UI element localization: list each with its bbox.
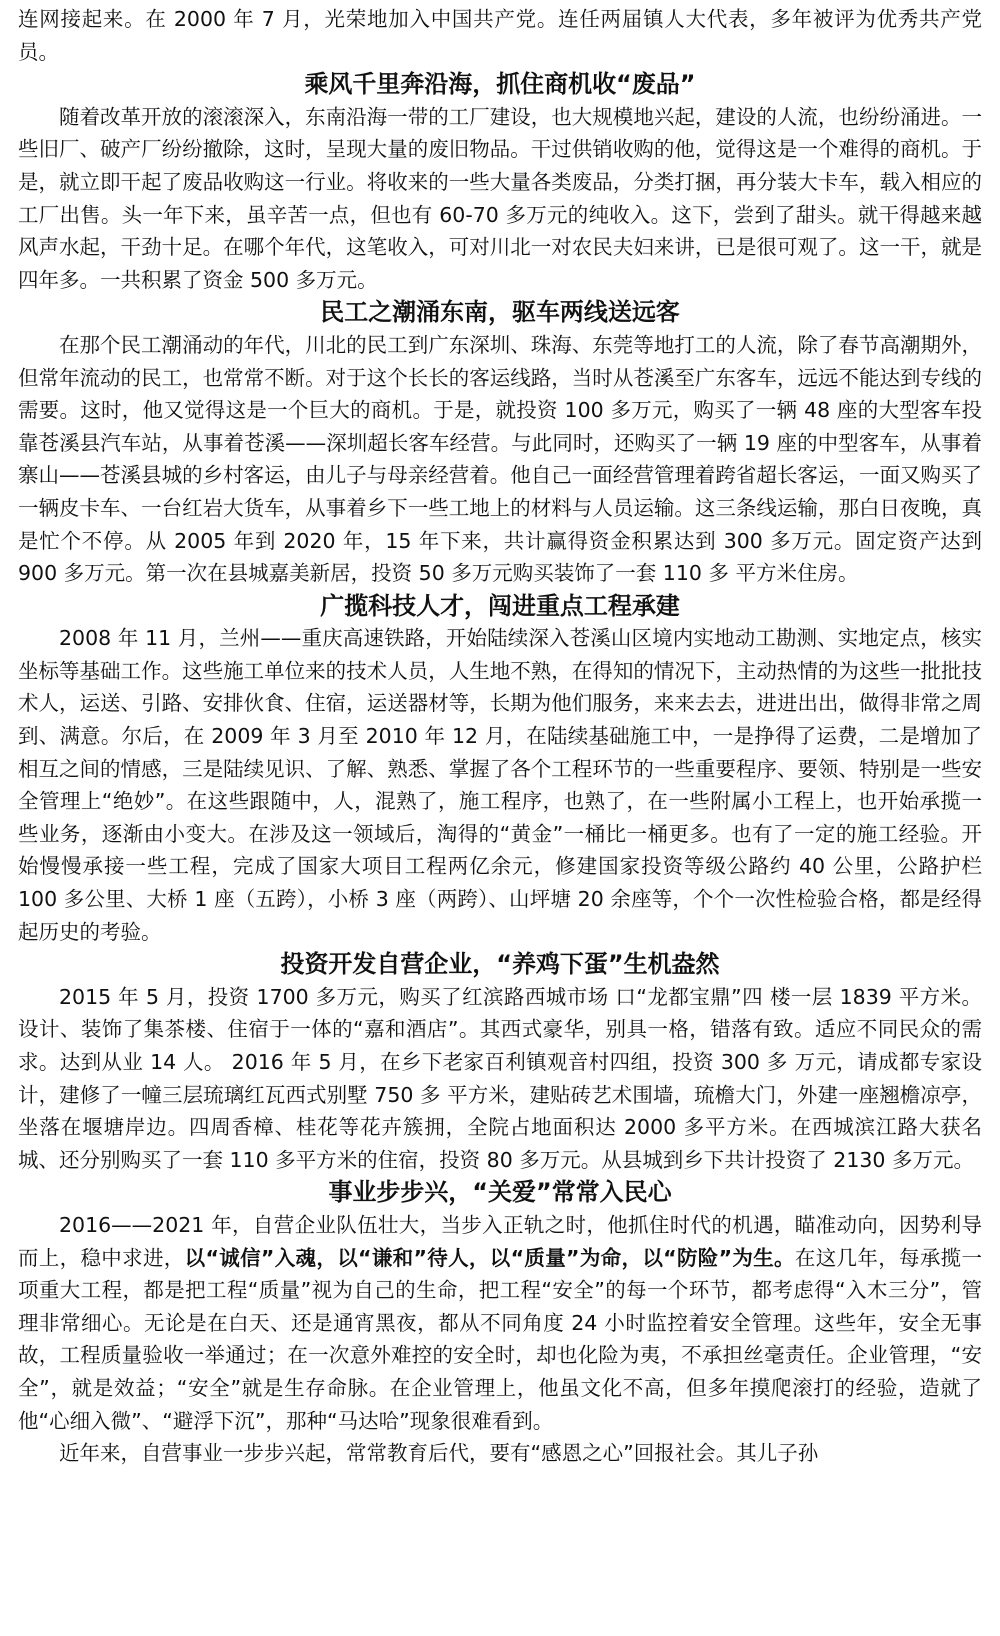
section-heading-waste-recycling: 乘风千里奔沿海，抓住商机收“废品” — [304, 70, 696, 99]
section-paragraph-self-run-enterprise: 2015 年 5 月，投资 1700 多万元，购买了红滨路西城市场 口“龙都宝鼎”四 楼一层 1839 平方米。设计、装饰了集茶楼、住宿于一体的“嘉和酒店”。其西式豪华，别具一格，错落有致。适应不同民众的需求。达到从业 14 人。 2016 年 5 月，在乡下老家百利镇观音村四组，投资 300 多 万元，请成都专家设计，建修了一幢三层琉璃红瓦西式别墅 750 多 平方米，建贴砖艺术围墙，琉檐大门，外建一座翘檐凉亭，坐落在堰塘岸边。四周香樟、桂花等花卉簇拥，全院占地面积达 2000 多平方米。在西城滨江路大获名城、还分别购买了一套 110 多平方米的住宿，投资 80 多万元。从县城到乡下共计投资了 2130 多万元。 — [18, 984, 982, 1172]
section-heading-passenger-transport: 民工之潮涌东南，驱车两线送远客 — [320, 298, 680, 327]
section-heading-engineering: 广揽科技人才，闯进重点工程承建 — [320, 591, 680, 620]
section-paragraph-care-for-people — [18, 1209, 982, 1437]
section-paragraph-passenger-transport: 在那个民工潮涌动的年代，川北的民工到广东深圳、珠海、东莞等地打工的人流，除了春节高潮期外，但常年流动的民工，也常常不断。对于这个长长的客运线路，当时从苍溪至广东客车，远远不能达到专线的需要。这时，他又觉得这是一个巨大的商机。于是，就投资 100 多万元，购买了一辆 48 座的大型客车投靠苍溪县汽车站，从事着苍溪——深圳超长客车经营。与此同时，还购买了一辆 19 座的中型客车，从事着寨山——苍溪县城的乡村客运，由儿子与母亲经营着。他自己一面经营管理着跨省超长客运，一面又购买了一辆皮卡车、一台红岩大货车，从事着乡下一些工地上的材料与人员运输。这三条线运输，那白日夜晚，真是忙个不停。从 2005 年到 2020 年，15 年下来，共计赢得资金积累达到 300 多万元。固定资产达到 900 多万元。第一次在县城嘉美新居，投资 50 多万元购买装饰了一套 110 多 平方米住房。 — [18, 332, 982, 586]
section-heading-self-run-enterprise: 投资开发自营企业，“养鸡下蛋”生机盎然 — [280, 950, 720, 979]
section-paragraph-waste-recycling: 随着改革开放的滚滚深入，东南沿海一带的工厂建设，也大规模地兴起，建设的人流，也纷纷涌进。一些旧厂、破产厂纷纷撤除，这时，呈现大量的废旧物品。干过供销收购的他，觉得这是一个难得的商机。于是，就立即干起了废品收购这一行业。将收来的一些大量各类废品，分类打捆，再分装大卡车，载入相应的工厂出售。头一年下来，虽辛苦一点，但也有 60-70 多万元的纯收入。这下，尝到了甜头。就干得越来越风声水起，干劲十足。在哪个年代，这笔收入，可对川北一对农民夫妇来讲，已是很可观了。这一干，就是四年多。一共积累了资金 500 多万元。 — [18, 104, 982, 292]
closing-paragraph: 近年来，自营事业一步步兴起，常常教育后代，要有“感恩之心”回报社会。其儿子孙 — [59, 1441, 819, 1466]
section-heading-care-for-people: 事业步步兴，“关爱”常常入民心 — [328, 1178, 672, 1207]
intro-paragraph: 连网接起来。在 2000 年 7 月，光荣地加入中国共产党。连任两届镇人大代表，多年被评为优秀共产党员。 — [18, 7, 982, 64]
section-paragraph-engineering: 2008 年 11 月，兰州——重庆高速铁路，开始陆续深入苍溪山区境内实地动工勘测、实地定点，核实坐标等基础工作。这些施工单位来的技术人员，人生地不熟，在得知的情况下，主动热情的为这些一批批技术人，运送、引路、安排伙食、住宿，运送器材等，长期为他们服务，来来去去，进进出出，做得非常之周到、满意。尔后，在 2009 年 3 月至 2010 年 12 月，在陆续基础施工中，一是挣得了运费，二是增加了相互之间的情感，三是陆续见识、了解、熟悉、掌握了各个工程环节的一些重要程序、要领、特别是一些安全管理上“绝妙”。在这些跟随中，人，混熟了，施工程序，也熟了，在一些附属小工程上，也开始承揽一些业务，逐渐由小变大。在涉及这一领域后，淘得的“黄金”一桶比一桶更多。也有了一定的施工经验。开始慢慢承接一些工程，完成了国家大项目工程两亿余元，修建国家投资等级公路约 40 公里，公路护栏 100 多公里、大桥 1 座（五跨），小桥 3 座（两跨）、山坪塘 20 余座等，个个一次性检验合格，都是经得起历史的考验。 — [18, 626, 982, 944]
paragraph-text-lead: 2016——2021 年，自营企业队伍壮大，当步入正轨之时，他抓住时代的机遇，瞄准动向，因势利导而上，稳中求进， — [18, 1212, 982, 1270]
paragraph-text-rest: 在这几年，每承揽一项重大工程，都是把工程“质量”视为自己的生命，把工程“安全”的每一个环节，都考虑得“入木三分”，管理非常细心。无论是在白天、还是通宵黑夜，都从不同角度 24 小时监控着安全管理。这些年，安全无事故，工程质量验收一举通过；在一次意外难控的安全时，却也化险为夷，不承担丝毫责任。企业管理，“安全”，就是效益；“安全”就是生存命脉。在企业管理上，他虽文化不高，但多年摸爬滚打的经验，造就了他“心细入微”、“避浮下沉”，那种“马达哈”现象很难看到。 — [18, 1245, 983, 1433]
paragraph-text-bold-motto: 以“诚信”入魂，以“谦和”待人，以“质量”为命，以“防险”为生。 — [184, 1245, 795, 1270]
